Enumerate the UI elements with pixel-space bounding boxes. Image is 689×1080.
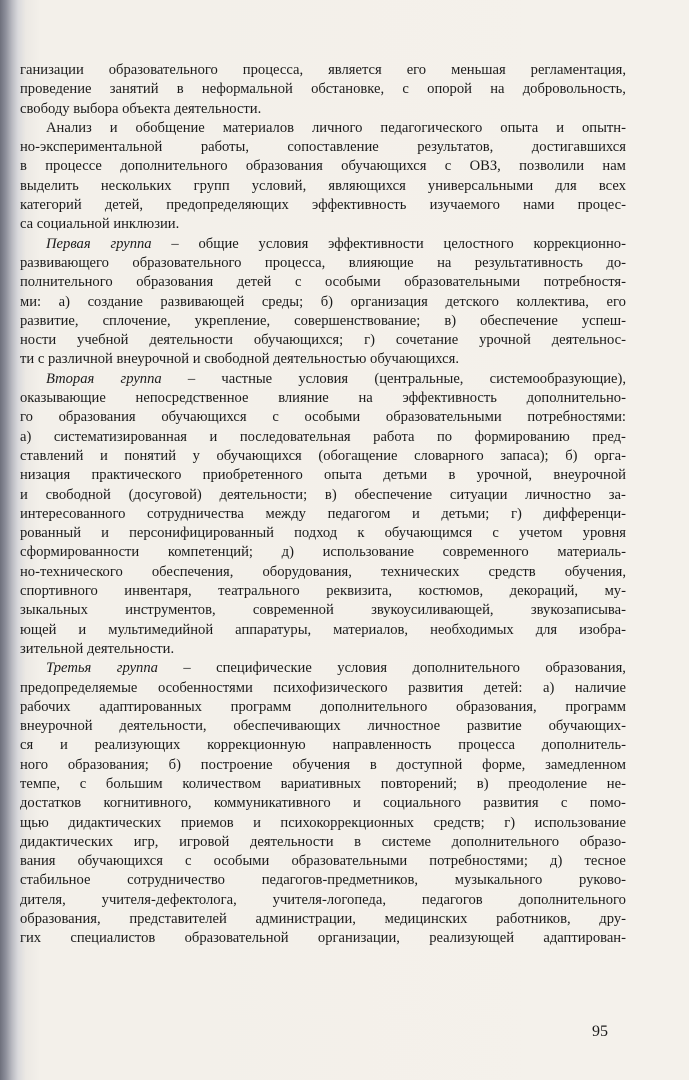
text-line: го образования обучающихся с особыми образовательными потребностями: <box>20 409 626 426</box>
text-line: достатков когнитивного, коммуникативного и социального развития с помо- <box>20 795 626 812</box>
text-line: сформированности компетенций; д) использование современного материаль- <box>20 544 626 561</box>
text-line: оказывающие непосредственное влияние на эффективность дополнительно- <box>20 390 626 407</box>
text-line: развивающего образовательного процесса, влияющие на результативность до- <box>20 254 626 271</box>
text-line: ся и реализующих коррекционную направленность процесса дополнитель- <box>20 737 626 754</box>
page-number: 95 <box>592 1023 608 1040</box>
text-line: Третья группа – специфические условия дополнительного образования, <box>46 660 626 677</box>
text-line: предопределяемые особенностями психофизического развития детей: а) наличие <box>20 679 626 696</box>
text-line: а) систематизированная и последовательная работа по формированию пред- <box>20 428 626 445</box>
text-line: ности учебной деятельности обучающихся; г) сочетание урочной деятельнос- <box>20 332 626 349</box>
text-line: щью дидактических приемов и психокоррекционных средств; г) использование <box>20 814 626 831</box>
text-line: Анализ и обобщение материалов личного педагогического опыта и опытн- <box>46 119 626 136</box>
text-line: спортивного инвентаря, театрального реквизита, костюмов, декораций, му- <box>20 583 626 600</box>
text-line: дидактических игр, игровой деятельности в системе дополнительного образо- <box>20 833 626 850</box>
text-line: образования, представителей администрации, медицинских работников, дру- <box>20 911 626 928</box>
text-line: низация практического приобретенного опыта детьми в урочной, внеурочной <box>20 467 626 484</box>
text-line: развитие, сплочение, укрепление, совершенствование; в) обеспечение успеш- <box>20 312 626 329</box>
text-line: ти с различной внеурочной и свободной деятельностью обучающихся. <box>20 351 459 368</box>
text-line: полнительного образования детей с особыми образовательными потребностя- <box>20 274 626 291</box>
text-line: ми: а) создание развивающей среды; б) организация детского коллектива, его <box>20 293 626 310</box>
text-line: и свободной (досуговой) деятельности; в) обеспечение ситуации личностно за- <box>20 486 626 503</box>
text-line: ющей и мультимедийной аппаратуры, материалов, необходимых для изобра- <box>20 621 626 638</box>
text-line: в процессе дополнительного образования обучающихся с ОВЗ, позволили нам <box>20 158 626 175</box>
text-line: рабочих адаптированных программ дополнительного образования, программ <box>20 698 626 715</box>
text-line: зительной деятельности. <box>20 640 175 657</box>
text-line: рованный и персонифицированный подход к обучающимся с учетом уровня <box>20 525 626 542</box>
text-line: темпе, с большим количеством вариативных повторений; в) преодоление не- <box>20 775 626 792</box>
text-line: вания обучающихся с особыми образовательными потребностями; д) тесное <box>20 853 626 870</box>
text-line: интересованного сотрудничества между педагогом и детьми; г) дифференци- <box>20 505 626 522</box>
text-line: Первая группа – общие условия эффективности целостного коррекционно- <box>46 235 626 252</box>
text-line: ганизации образовательного процесса, является его меньшая регламентация, <box>20 62 626 78</box>
body-text <box>20 61 626 949</box>
text-line: проведение занятий в неформальной обстановке, с опорой на добровольность, <box>20 81 626 98</box>
text-line: Вторая группа – частные условия (центральные, системообразующие), <box>46 370 626 387</box>
text-line: но-экспериментальной работы, сопоставление результатов, достигавшихся <box>20 139 626 156</box>
text-line: внеурочной деятельности, обеспечивающих личностное развитие обучающих- <box>20 718 626 735</box>
text-line: са социальной инклюзии. <box>20 216 180 233</box>
text-line: ставлений и понятий у обучающихся (обогащение словарного запаса); б) орга- <box>20 447 626 464</box>
text-line: но-технического обеспечения, оборудования, технических средств обучения, <box>20 563 626 580</box>
text-line: категорий детей, предопределяющих эффективность изучаемого нами процес- <box>20 197 626 214</box>
text-line: ного образования; б) построение обучения в доступной форме, замедленном <box>20 756 626 773</box>
text-line: выделить нескольких групп условий, являющихся универсальными для всех <box>20 177 626 194</box>
text-line: свободу выбора объекта деятельности. <box>20 100 262 117</box>
text-line: гих специалистов образовательной организации, реализующей адаптирован- <box>20 930 626 947</box>
text-line: зыкальных инструментов, современной звукоусиливающей, звукозаписыва- <box>20 602 626 619</box>
text-line: стабильное сотрудничество педагогов-предметников, музыкального руково- <box>20 872 626 889</box>
text-line: дителя, учителя-дефектолога, учителя-логопеда, педагогов дополнительного <box>20 891 626 908</box>
